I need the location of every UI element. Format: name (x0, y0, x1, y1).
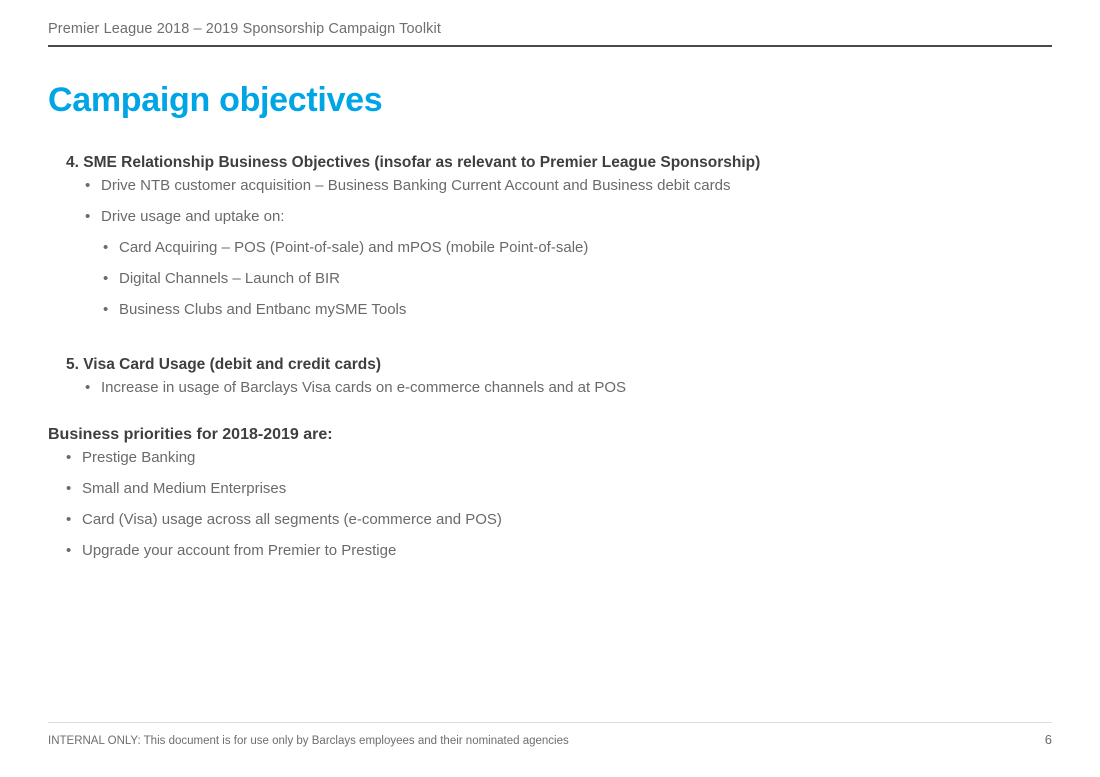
list-item: • Prestige Banking (48, 449, 1052, 467)
page-title: Campaign objectives (48, 81, 383, 119)
list-item: • Drive NTB customer acquisition – Business Banking Current Account and Business debit cards (66, 177, 1052, 195)
bullet-list (66, 379, 1052, 397)
section-heading: 5. Visa Card Usage (debit and credit cards) (66, 356, 381, 373)
bullet-list (48, 449, 1052, 560)
list-item: • Increase in usage of Barclays Visa cards on e-commerce channels and at POS (66, 379, 1052, 397)
list-item: • Upgrade your account from Premier to Prestige (48, 542, 1052, 560)
list-item: • Business Clubs and Entbanc mySME Tools (66, 301, 1052, 319)
document-footer (48, 722, 1052, 747)
sub-bullet-list (66, 239, 1052, 319)
section-business-priorities (48, 425, 1052, 560)
footer-note: INTERNAL ONLY: This document is for use only by Barclays employees and their nominated agencies (48, 735, 569, 747)
page-content (48, 153, 1052, 560)
section-heading: 4. SME Relationship Business Objectives (insofar as relevant to Premier League Sponsorship) (66, 154, 761, 171)
page-number: 6 (1044, 732, 1052, 747)
section-visa-card-usage (66, 355, 1052, 397)
list-item: • Digital Channels – Launch of BIR (66, 270, 1052, 288)
list-item: • Drive usage and uptake on: (66, 208, 1052, 226)
list-item: • Card (Visa) usage across all segments (e-commerce and POS) (48, 511, 1052, 529)
section-sme-objectives (66, 153, 1052, 319)
list-item: • Small and Medium Enterprises (48, 480, 1052, 498)
list-item: • Card Acquiring – POS (Point-of-sale) and mPOS (mobile Point-of-sale) (66, 239, 1052, 257)
bullet-list (66, 177, 1052, 226)
priorities-heading: Business priorities for 2018-2019 are: (48, 426, 333, 443)
document-header-title: Premier League 2018 – 2019 Sponsorship Campaign Toolkit (48, 0, 1052, 47)
